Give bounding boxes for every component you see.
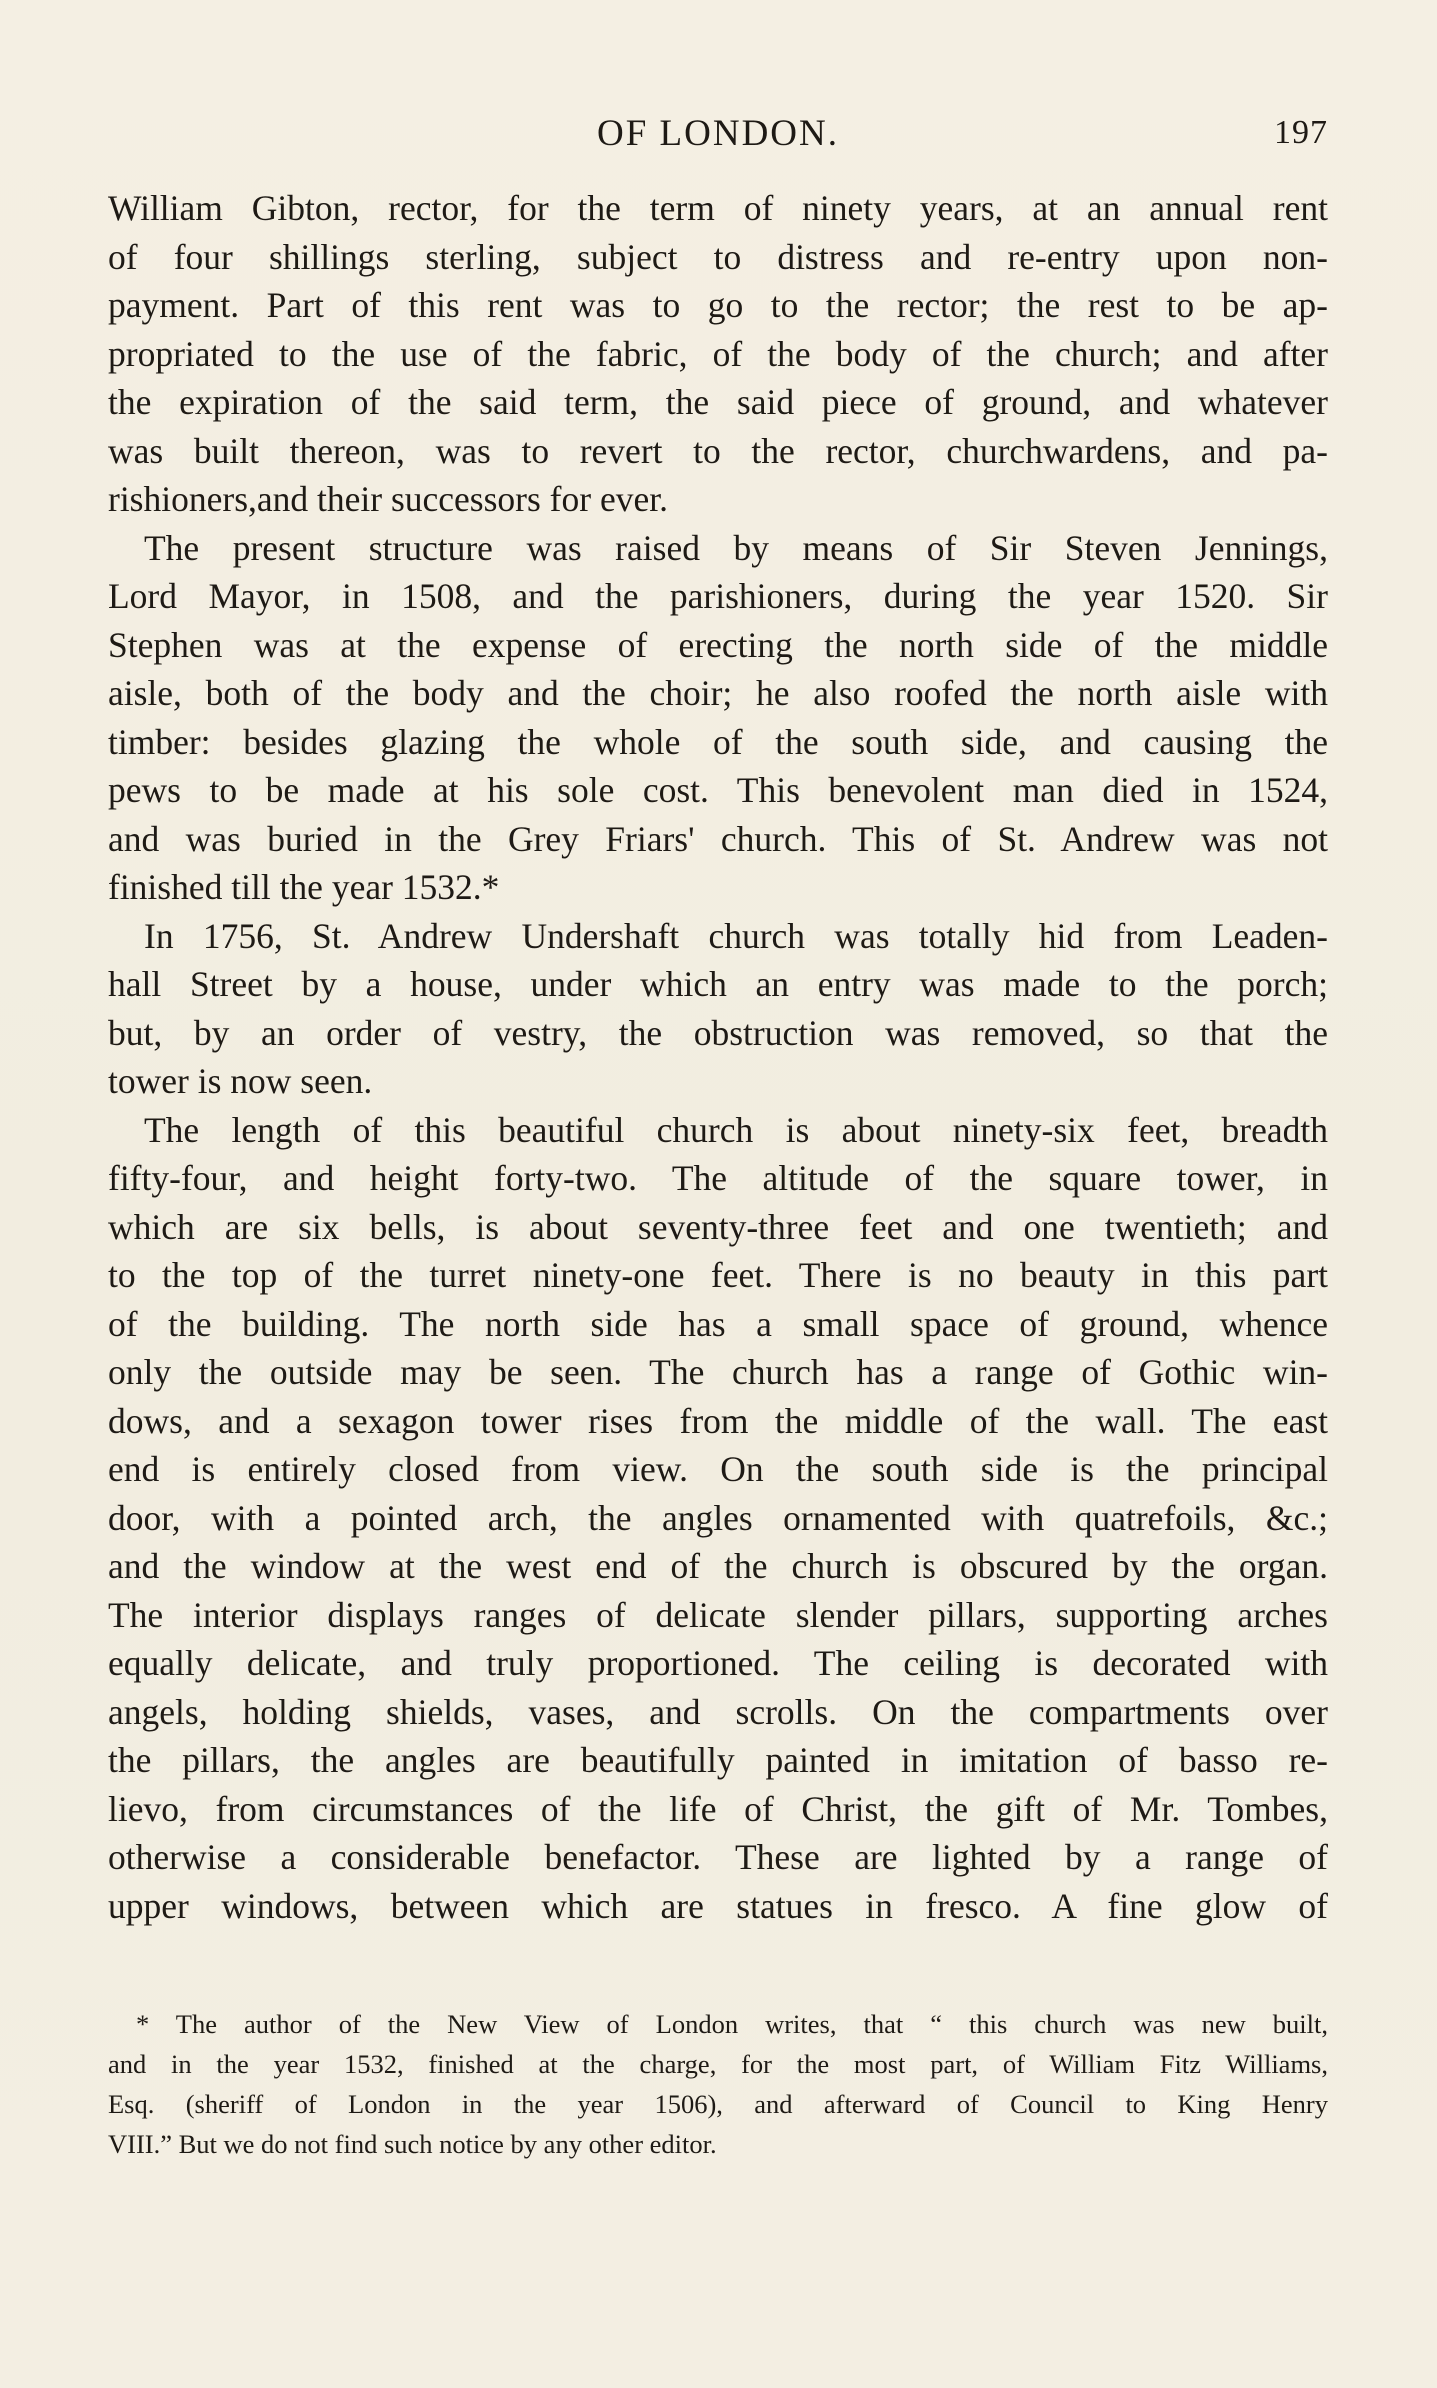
text-line: pews to be made at his sole cost. This benevolent man died in 1524, [108, 770, 1328, 810]
text-line: The length of this beautiful church is about ninety-six feet, breadth [144, 1109, 1328, 1150]
text-line: propriated to the use of the fabric, of the body of the church; and after [108, 333, 1328, 374]
text-line: equally delicate, and truly proportioned. The ceiling is decorated with [108, 1643, 1328, 1683]
text-line: the expiration of the said term, the said piece of ground, and whatever [108, 382, 1328, 422]
footnote-line: and in the year 1532, finished at the charge, for the most part, of William Fitz Williams, [108, 2049, 1328, 2079]
running-head [108, 112, 1328, 160]
text-line: of four shillings sterling, subject to distress and re-entry upon non- [108, 236, 1328, 277]
text-line: which are six bells, is about seventy-three feet and one twentieth; and [108, 1206, 1328, 1247]
text-line: Lord Mayor, in 1508, and the parishioners, during the year 1520. Sir [108, 576, 1328, 616]
body-text [108, 184, 1328, 1930]
text-line: finished till the year 1532.* [108, 867, 500, 907]
text-line: otherwise a considerable benefactor. These are lighted by a range of [108, 1837, 1328, 1877]
text-line: hall Street by a house, under which an entry was made to the porch; [108, 964, 1328, 1004]
text-line: to the top of the turret ninety-one feet. There is no beauty in this part [108, 1255, 1328, 1295]
text-line: and the window at the west end of the church is obscured by the organ. [108, 1546, 1328, 1586]
text-line: Stephen was at the expense of erecting the north side of the middle [108, 624, 1328, 665]
page-number: 197 [1274, 114, 1328, 151]
text-line: of the building. The north side has a small space of ground, whence [108, 1303, 1328, 1344]
text-line: lievo, from circumstances of the life of Christ, the gift of Mr. Tombes, [108, 1788, 1328, 1829]
text-line: aisle, both of the body and the choir; he also roofed the north aisle with [108, 673, 1328, 713]
text-line: door, with a pointed arch, the angles ornamented with quatrefoils, &c.; [108, 1497, 1328, 1538]
text-line: William Gibton, rector, for the term of ninety years, at an annual rent [108, 188, 1328, 228]
text-line: but, by an order of vestry, the obstruction was removed, so that the [108, 1012, 1328, 1053]
text-line: and was buried in the Grey Friars' church. This of St. Andrew was not [108, 818, 1328, 859]
text-line: angels, holding shields, vases, and scrolls. On the compartments over [108, 1691, 1328, 1732]
footnote-line: Esq. (sheriff of London in the year 1506), and afterward of Council to King Henry [108, 2089, 1328, 2119]
footnote-line: VIII.” But we do not find such notice by any other editor. [108, 2129, 717, 2159]
text-line: end is entirely closed from view. On the south side is the principal [108, 1449, 1328, 1489]
text-line: In 1756, St. Andrew Undershaft church was totally hid from Leaden- [144, 915, 1328, 956]
text-line: The present structure was raised by means of Sir Steven Jennings, [144, 527, 1328, 568]
text-line: payment. Part of this rent was to go to the rector; the rest to be ap- [108, 285, 1328, 325]
footnote [108, 2004, 1328, 2164]
text-line: tower is now seen. [108, 1061, 373, 1101]
text-line: upper windows, between which are statues in fresco. A fine glow of [108, 1885, 1328, 1926]
text-line: the pillars, the angles are beautifully painted in imitation of basso re- [108, 1740, 1328, 1780]
text-line: only the outside may be seen. The church has a range of Gothic win- [108, 1352, 1328, 1392]
text-line: fifty-four, and height forty-two. The altitude of the square tower, in [108, 1158, 1328, 1198]
footnote-line: * The author of the New View of London writes, that “ this church was new built, [136, 2009, 1328, 2039]
text-line: dows, and a sexagon tower rises from the middle of the wall. The east [108, 1400, 1328, 1441]
running-title: OF LONDON. [597, 113, 839, 154]
text-line: rishioners,and their successors for ever. [108, 479, 668, 519]
text-line: timber: besides glazing the whole of the south side, and causing the [108, 721, 1328, 762]
text-line: was built thereon, was to revert to the rector, churchwardens, and pa- [108, 430, 1328, 471]
text-line: The interior displays ranges of delicate slender pillars, supporting arches [108, 1594, 1328, 1635]
